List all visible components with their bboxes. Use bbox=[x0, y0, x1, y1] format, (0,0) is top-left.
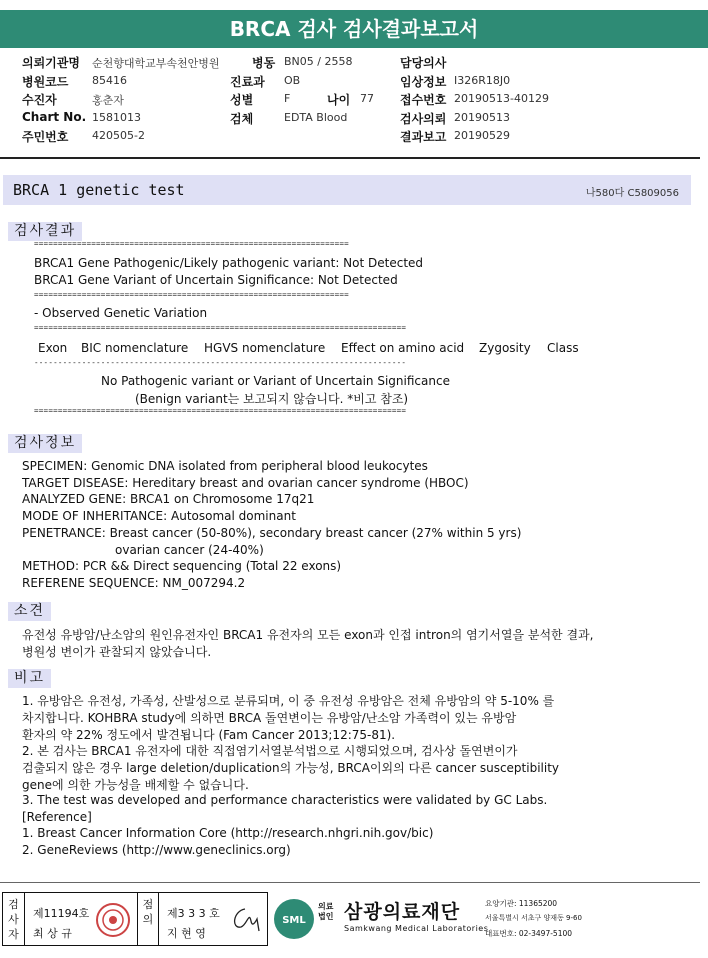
col-effect: Effect on amino acid bbox=[341, 341, 465, 355]
hospital-code: 85416 bbox=[92, 73, 127, 87]
remark-line: 검출되지 않은 경우 large deletion/duplication의 가능성, BRCA이외의 다른 cancer susceptibility bbox=[22, 761, 560, 775]
remark-line: 1. Breast Cancer Information Core (http://research.nhgri.nih.gov/bic) bbox=[22, 826, 434, 840]
reviewer-id: 제3 3 3 호 bbox=[167, 907, 220, 920]
test-code: 나580다 C5809056 bbox=[585, 188, 679, 199]
label: 병동 bbox=[252, 56, 276, 70]
separator: ================================================================== bbox=[34, 239, 349, 248]
info-line: REFERENE SEQUENCE: NM_007294.2 bbox=[22, 576, 246, 590]
info-line: ovarian cancer (24-40%) bbox=[115, 543, 264, 557]
info-line: SPECIMEN: Genomic DNA isolated from peripheral blood leukocytes bbox=[22, 459, 428, 473]
resident-no: 420505-2 bbox=[92, 129, 145, 143]
request-date: 20190513 bbox=[454, 110, 510, 124]
clinical: I326R18J0 bbox=[454, 73, 511, 87]
label: 결과보고 bbox=[400, 130, 447, 145]
sex: F bbox=[284, 92, 291, 106]
ward: BN05 / 2558 bbox=[284, 55, 353, 68]
test-bar bbox=[3, 175, 691, 205]
label: 의뢰기관명 bbox=[22, 56, 80, 70]
signature-box bbox=[2, 892, 268, 946]
report-date: 20190529 bbox=[454, 129, 510, 143]
patient-name: 홍춘자 bbox=[92, 94, 124, 108]
label: 주민번호 bbox=[22, 130, 69, 145]
label: 나이 bbox=[327, 93, 351, 108]
dept: OB bbox=[284, 73, 301, 87]
remark-line: [Reference] bbox=[22, 810, 92, 824]
specimen: EDTA Blood bbox=[284, 110, 348, 124]
seal-icon bbox=[95, 899, 131, 941]
label: 임상정보 bbox=[400, 74, 447, 89]
patient-info bbox=[22, 54, 682, 147]
label: 검체 bbox=[230, 111, 254, 126]
examiner-name: 최 상 규 bbox=[33, 927, 72, 940]
separator: ============================================================================== bbox=[34, 406, 407, 415]
examiner-id: 제11194호 bbox=[33, 907, 90, 920]
finding-line: 병원성 변이가 관찰되지 않았습니다. bbox=[22, 645, 212, 659]
report-title: BRCA 검사 검사결과보고서 bbox=[0, 0, 708, 48]
examiner-label: 검사자 bbox=[3, 893, 25, 945]
info-line: TARGET DISEASE: Hereditary breast and ovarian cancer syndrome (HBOC) bbox=[22, 476, 469, 490]
label: 담당의사 bbox=[400, 56, 447, 70]
remark-line: 차지합니다. KOHBRA study에 의하면 BRCA 돌연변이는 유방암/난소암 가족력이 있는 유방암 bbox=[22, 711, 517, 725]
separator: ================================================================== bbox=[34, 290, 349, 299]
remark-line: 2. GeneReviews (http://www.geneclinics.org) bbox=[22, 843, 291, 857]
org-address: 서울특별시 서초구 양재동 9-60 bbox=[485, 914, 582, 922]
col-exon: Exon bbox=[38, 341, 68, 355]
label: 진료과 bbox=[230, 74, 265, 89]
divider bbox=[0, 157, 700, 159]
separator: ------------------------------------------------------------------------------ bbox=[34, 358, 407, 367]
divider bbox=[0, 882, 700, 883]
remarks-heading: 비고 bbox=[8, 669, 51, 688]
signature-icon bbox=[225, 901, 265, 939]
receipt: 20190513-40129 bbox=[454, 92, 549, 106]
col-bic: BIC nomenclature bbox=[81, 341, 189, 355]
org-name: 삼광의료재단 bbox=[344, 901, 461, 923]
sml-logo-icon bbox=[272, 896, 316, 942]
label: 성별 bbox=[230, 93, 254, 108]
col-class: Class bbox=[547, 341, 579, 355]
no-variant-note: (Benign variant는 보고되지 않습니다. *비고 참조) bbox=[135, 392, 409, 406]
info-line: PENETRANCE: Breast cancer (50-80%), secondary breast cancer (27% within 5 yrs) bbox=[22, 526, 522, 540]
info-heading: 검사정보 bbox=[8, 434, 82, 453]
chart-no: 1581013 bbox=[92, 110, 141, 124]
info-line: MODE OF INHERITANCE: Autosomal dominant bbox=[22, 509, 296, 523]
info-line: METHOD: PCR && Direct sequencing (Total 22 exons) bbox=[22, 559, 342, 573]
remark-line: 3. The test was developed and performance characteristics were validated by GC Labs. bbox=[22, 793, 548, 807]
result-line: BRCA1 Gene Variant of Uncertain Significance: Not Detected bbox=[34, 273, 398, 287]
col-hgvs: HGVS nomenclature bbox=[204, 341, 326, 355]
info-line: ANALYZED GENE: BRCA1 on Chromosome 17q21 bbox=[22, 492, 315, 506]
remark-line: 2. 본 검사는 BRCA1 유전자에 대한 직접염기서열분석법으로 시행되었으며, 검사상 돌연변이가 bbox=[22, 744, 518, 758]
remark-line: 1. 유방암은 유전성, 가족성, 산발성으로 분류되며, 이 중 유전성 유방암은 전체 유방암의 약 5-10% 를 bbox=[22, 694, 555, 708]
age: 77 bbox=[360, 92, 374, 106]
finding-line: 유전성 유방암/난소암의 원인유전자인 BRCA1 유전자의 모든 exon과 인접 intron의 염기서열을 분석한 결과, bbox=[22, 628, 594, 642]
label: 병원코드 bbox=[22, 74, 69, 89]
col-zygosity: Zygosity bbox=[479, 341, 531, 355]
org-small: 의료법인 bbox=[318, 902, 334, 921]
footer bbox=[0, 888, 708, 958]
label: Chart No. bbox=[22, 109, 87, 124]
finding-heading: 소견 bbox=[8, 602, 51, 621]
label: 접수번호 bbox=[400, 93, 447, 108]
org-phone: 대표번호: 02-3497-5100 bbox=[485, 929, 573, 938]
label: 검사의뢰 bbox=[400, 111, 447, 126]
no-variant-line: No Pathogenic variant or Variant of Uncertain Significance bbox=[101, 374, 450, 388]
remark-line: 환자의 약 22% 정도에서 발견됩니다 (Fam Cancer 2013;12:75-81). bbox=[22, 728, 396, 742]
label: 수진자 bbox=[22, 93, 57, 108]
remark-line: gene에 의한 가능성을 배제할 수 없습니다. bbox=[22, 778, 249, 792]
result-heading: 검사결과 bbox=[8, 222, 82, 241]
observed-label: - Observed Genetic Variation bbox=[34, 306, 208, 320]
test-name: BRCA 1 genetic test bbox=[13, 181, 185, 199]
reviewer-label: 점의 bbox=[137, 893, 159, 945]
logo-text: SML bbox=[282, 915, 306, 926]
institution: 순천향대학교부속천안병원 bbox=[92, 57, 220, 70]
separator: ============================================================================== bbox=[34, 323, 407, 332]
reviewer-name: 지 현 영 bbox=[167, 927, 206, 940]
result-line: BRCA1 Gene Pathogenic/Likely pathogenic variant: Not Detected bbox=[34, 256, 424, 270]
org-code: 요양기관: 11365200 bbox=[485, 899, 558, 908]
org-english: Samkwang Medical Laboratories bbox=[344, 924, 489, 933]
